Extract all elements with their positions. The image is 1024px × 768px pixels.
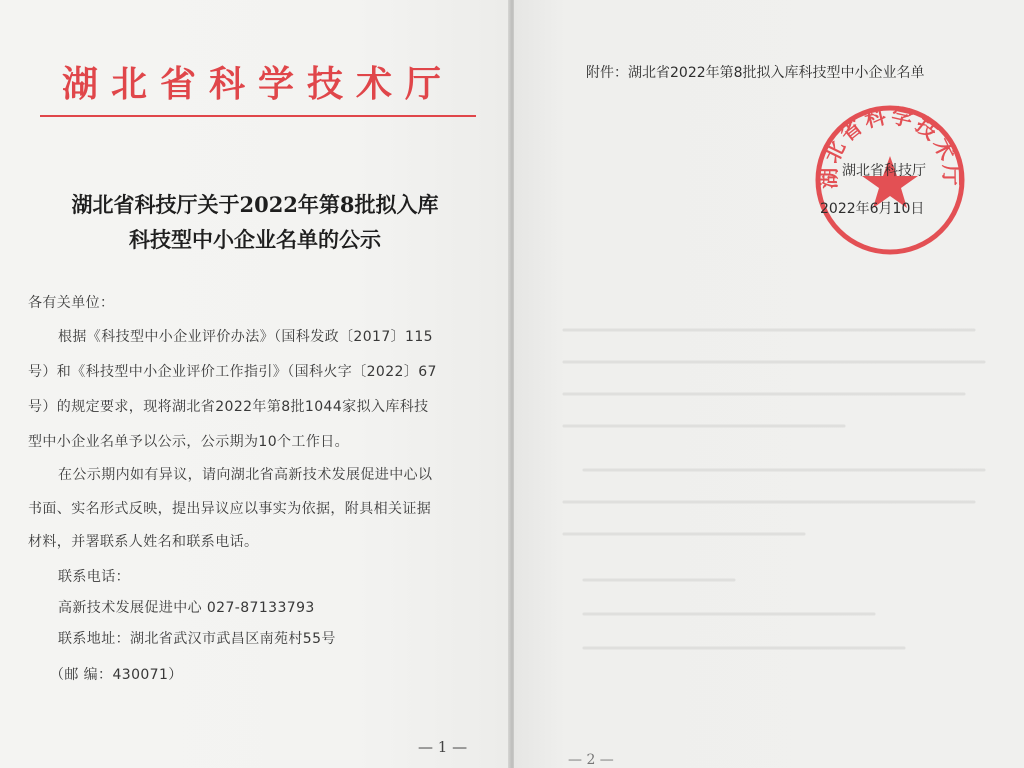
notice-title-line-1: 湖北省科技厅关于2022年第8批拟入库 (71, 192, 439, 217)
attachment-line: 附件：湖北省2022年第8批拟入库科技型中小企业名单 (586, 65, 925, 81)
paragraph-1-line-2: 号）和《科技型中小企业评价工作指引》（国科火字〔2022〕67 (28, 364, 437, 380)
contact-phone: 高新技术发展促进中心 027-87133793 (58, 600, 315, 616)
contact-address: 联系地址：湖北省武汉市武昌区南苑村55号 (58, 631, 336, 647)
official-seal (810, 100, 970, 260)
paragraph-2-line-3: 材料，并署联系人姓名和联系电话。 (28, 534, 259, 550)
letterhead: 湖北省科学技术厅 (61, 63, 454, 105)
seal-text: 湖北省科学技术厅 (816, 103, 964, 189)
issuer: 湖北省科技厅 (842, 163, 926, 179)
page-2 (514, 0, 1024, 768)
page-number-2: — 2 — (568, 752, 614, 768)
show-through-text (544, 300, 1004, 680)
page-number-1: — 1 — (418, 738, 468, 756)
paragraph-2-line-2: 书面、实名形式反映，提出异议应以事实为依据，附具相关证据 (28, 501, 432, 517)
page-1 (0, 0, 510, 768)
paragraph-2-line-1: 在公示期内如有异议，请向湖北省高新技术发展促进中心以 (58, 467, 433, 483)
paragraph-1-line-1: 根据《科技型中小企业评价办法》（国科发政〔2017〕115 (58, 329, 433, 345)
paragraph-1-line-4: 型中小企业名单予以公示，公示期为10个工作日。 (28, 434, 350, 450)
contact-postcode: （邮 编：430071） (50, 667, 183, 683)
paragraph-1-line-3: 号）的规定要求，现将湖北省2022年第8批1044家拟入库科技 (28, 399, 429, 415)
contact-heading: 联系电话： (58, 569, 130, 585)
letterhead-rule (40, 115, 476, 117)
notice-title-line-2: 科技型中小企业名单的公示 (129, 227, 381, 252)
salutation: 各有关单位： (28, 295, 115, 311)
issue-date: 2022年6月10日 (820, 201, 925, 217)
